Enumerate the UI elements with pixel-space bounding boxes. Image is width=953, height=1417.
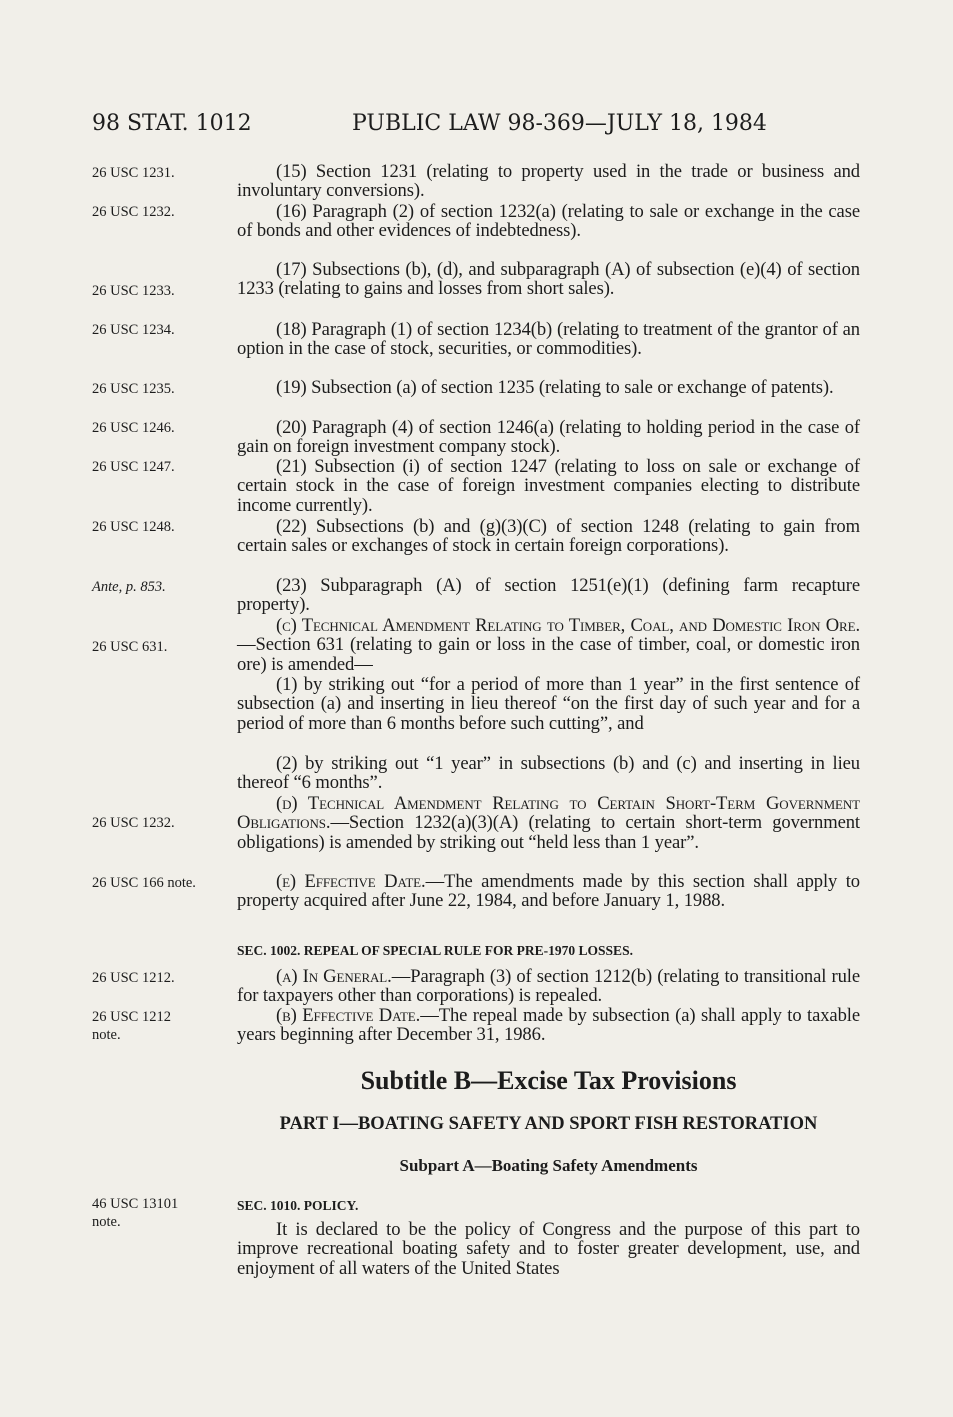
paragraph-19: (19) Subsection (a) of section 1235 (relating to sale or exchange of patents).	[276, 377, 834, 398]
subsection-e-text: —The amendments made by this section shall apply to property acquired after June 22, 1984, and before January 1, 1988.	[237, 871, 860, 912]
statute-page-number: 98 STAT. 1012	[92, 111, 252, 136]
subsection-d	[237, 794, 860, 852]
subsection-a-text: —Paragraph (3) of section 1212(b) (relating to transitional rule for taxpayers other than corporations) is repealed.	[237, 966, 860, 1007]
paragraph-17: (17) Subsections (b), (d), and subparagraph (A) of subsection (e)(4) of section 1233 (relating to gains and losses from short sales).	[237, 259, 860, 300]
subsection-e-heading: (e) Effective Date.	[276, 871, 426, 892]
subsection-a	[237, 967, 860, 1006]
subsection-d-text: —Section 1232(a)(3)(A) (relating to certain short-term government obligations) is amended by striking out “held less than 1 year”.	[237, 812, 860, 853]
section-1010-heading: SEC. 1010. POLICY.	[237, 1198, 359, 1213]
subsection-e	[237, 872, 860, 911]
margin-note: 26 USC 166 note.	[92, 875, 196, 891]
paragraph-18: (18) Paragraph (1) of section 1234(b) (relating to treatment of the grantor of an option in the case of stock, securities, or commodities).	[237, 319, 860, 360]
paragraph-21: (21) Subsection (i) of section 1247 (relating to loss on sale or exchange of certain stock in the case of foreign investment companies electing to distribute income currently).	[237, 456, 860, 516]
margin-note: 46 USC 13101 note.	[92, 1196, 179, 1230]
paragraph-16: (16) Paragraph (2) of section 1232(a) (relating to sale or exchange in the case of bonds and other evidences of indebtedness).	[237, 201, 860, 242]
margin-note: 26 USC 1234.	[92, 322, 175, 338]
margin-note: 26 USC 1247.	[92, 459, 175, 475]
margin-note: 26 USC 1231.	[92, 165, 175, 181]
running-header-title: PUBLIC LAW 98-369—JULY 18, 1984	[352, 111, 767, 136]
section-1002-heading: SEC. 1002. REPEAL OF SPECIAL RULE FOR PRE-1970 LOSSES.	[237, 943, 633, 958]
margin-note: Ante, p. 853.	[92, 579, 166, 595]
margin-note: 26 USC 1212 note.	[92, 1009, 171, 1043]
margin-note: 26 USC 1246.	[92, 420, 175, 436]
subtitle-heading: Subtitle B—Excise Tax Provisions	[360, 1066, 737, 1095]
subsection-c-2: (2) by striking out “1 year” in subsections (b) and (c) and inserting in lieu thereof “6 months”.	[237, 753, 860, 794]
policy-paragraph: It is declared to be the policy of Congress and the purpose of this part to improve recreational boating safety and to foster greater development, use, and enjoyment of all waters of the United States	[237, 1219, 860, 1279]
subsection-d-heading: (d) Technical Amendment Relating to Certain Short-Term Government Obligations.	[237, 793, 860, 834]
paragraph-23: (23) Subparagraph (A) of section 1251(e)(1) (defining farm recapture property).	[237, 575, 860, 616]
margin-note: 26 USC 1235.	[92, 381, 175, 397]
paragraph-15: (15) Section 1231 (relating to property used in the trade or business and involuntary conversions).	[237, 161, 860, 202]
paragraph-20: (20) Paragraph (4) of section 1246(a) (relating to holding period in the case of gain on foreign investment company stock).	[237, 417, 860, 458]
subsection-a-heading: (a) In General.	[276, 966, 392, 987]
margin-note: 26 USC 1232.	[92, 204, 175, 220]
subpart-heading: Subpart A—Boating Safety Amendments	[399, 1156, 698, 1175]
subsection-b	[237, 1006, 860, 1045]
subsection-c-heading: (c) Technical Amendment Relating to Timber, Coal, and Domestic Iron Ore.	[276, 615, 860, 636]
part-heading: PART I—BOATING SAFETY AND SPORT FISH RESTORATION	[279, 1114, 818, 1134]
margin-note: 26 USC 1248.	[92, 519, 175, 535]
subsection-c-1: (1) by striking out “for a period of more than 1 year” in the first sentence of subsection (a) and inserting in lieu thereof “on the first day of such year and for a period of more than 6 months before such cutting”, and	[237, 674, 860, 734]
subsection-c	[237, 616, 860, 674]
margin-note: 26 USC 1233.	[92, 283, 175, 299]
margin-note: 26 USC 1232.	[92, 815, 175, 831]
margin-note: 26 USC 1212.	[92, 970, 175, 986]
margin-note: 26 USC 631.	[92, 639, 168, 655]
subsection-b-heading: (b) Effective Date.	[276, 1005, 421, 1026]
subsection-c-text: —Section 631 (relating to gain or loss in the case of timber, coal, or domestic iron ore) is amended—	[237, 634, 860, 675]
subsection-b-text: —The repeal made by subsection (a) shall apply to taxable years beginning after December 31, 1986.	[237, 1005, 860, 1046]
paragraph-22: (22) Subsections (b) and (g)(3)(C) of section 1248 (relating to gain from certain sales or exchanges of stock in certain foreign corporations).	[237, 516, 860, 557]
